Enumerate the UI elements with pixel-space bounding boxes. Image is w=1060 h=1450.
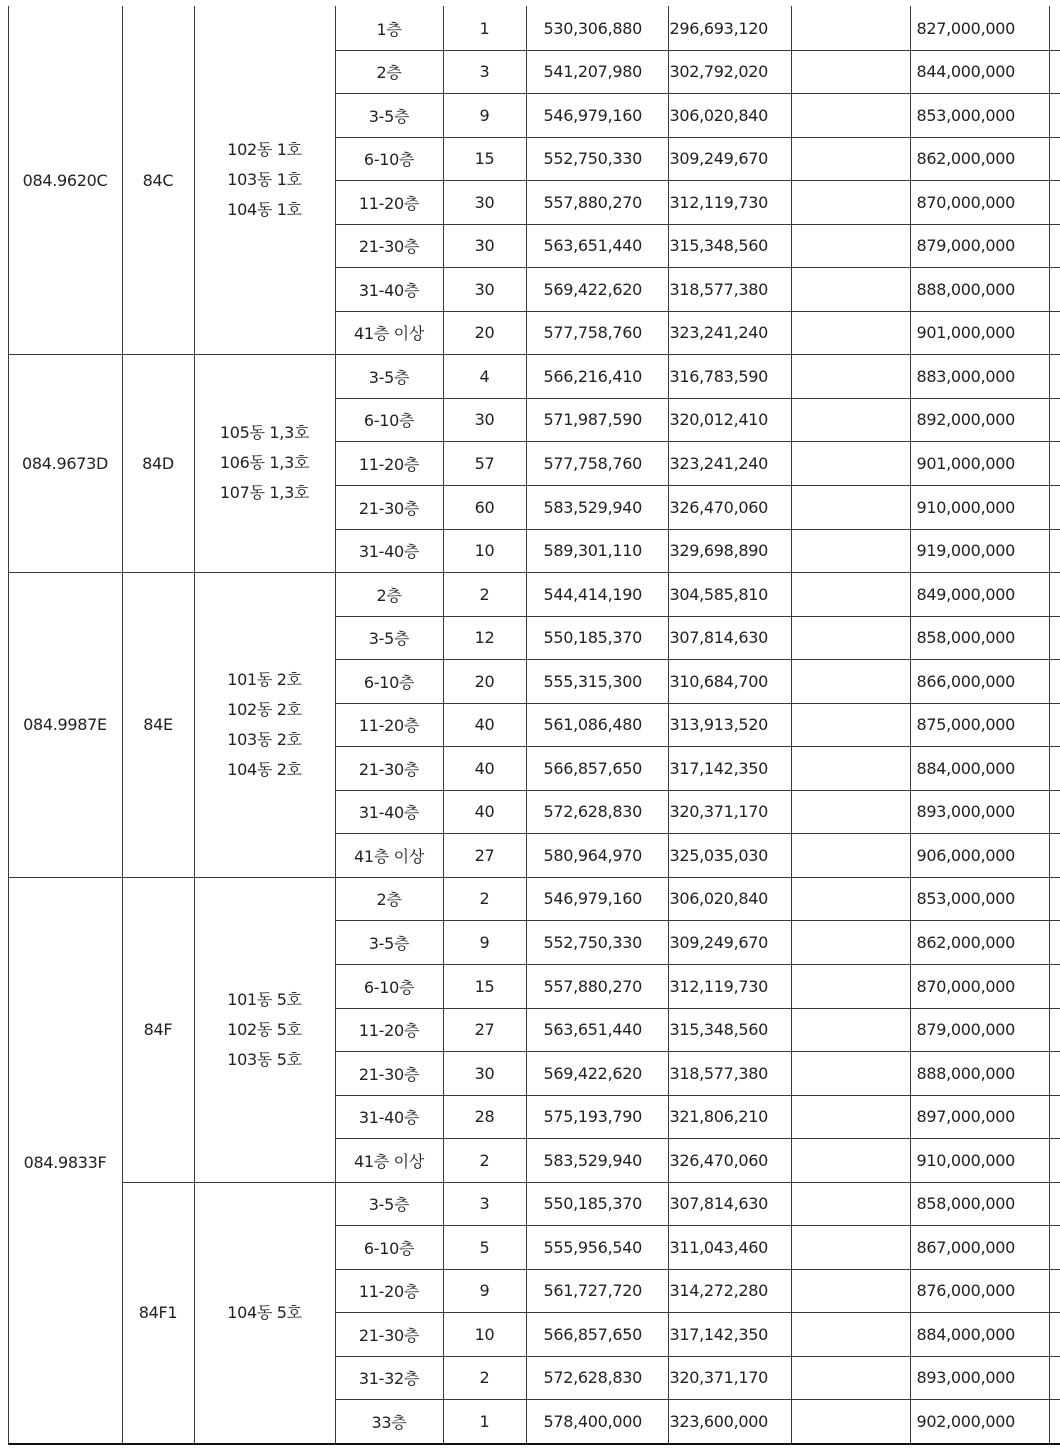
total-price-cell: 870,000,000 [916, 976, 1015, 996]
total-price-cell: 867,000,000 [916, 1237, 1015, 1257]
floor-cell: 11-20층 [358, 454, 420, 474]
building-label: 107동 1,3호 [219, 483, 310, 502]
extra-cell [791, 746, 910, 790]
unit-count-cell: 20 [474, 671, 495, 691]
land-price-cell: 546,979,160 [543, 105, 642, 125]
model-cell: 84F1 [138, 1303, 178, 1322]
land-price-cell: 546,979,160 [543, 889, 642, 908]
total-price-cell: 879,000,000 [916, 1020, 1015, 1039]
floor-cell: 3-5층 [368, 367, 410, 387]
floor-cell: 3-5층 [368, 933, 410, 953]
extra-cell [791, 1312, 910, 1356]
extra-cell [791, 833, 910, 877]
building-price-cell: 312,119,730 [669, 192, 768, 212]
total-price-cell: 910,000,000 [916, 497, 1015, 517]
building-price-cell: 320,371,170 [669, 1368, 768, 1387]
land-price-cell: 583,529,940 [543, 497, 642, 517]
unit-count-cell: 9 [479, 1281, 490, 1300]
building-label: 103동 2호 [227, 729, 302, 749]
floor-cell: 11-20층 [358, 1021, 420, 1040]
land-price-cell: 569,422,620 [543, 279, 642, 299]
unit-count-cell: 28 [474, 1107, 495, 1126]
unit-count-cell: 57 [474, 453, 495, 473]
floor-cell: 21-30층 [358, 498, 420, 518]
floor-cell: 21-30층 [358, 1064, 420, 1084]
type-cell: 084.9620C [22, 170, 108, 190]
land-price-cell: 563,651,440 [543, 1020, 642, 1039]
land-price-cell: 583,529,940 [543, 1150, 642, 1170]
column-divider [443, 6, 444, 1443]
extra-cell [791, 1356, 910, 1399]
total-price-cell: 884,000,000 [916, 758, 1015, 778]
total-price-cell: 866,000,000 [916, 671, 1015, 691]
building-price-cell: 323,241,240 [669, 453, 768, 473]
total-price-cell: 879,000,000 [916, 236, 1015, 255]
land-price-cell: 572,628,830 [543, 1368, 642, 1387]
extra-cell [791, 529, 910, 572]
extra-cell [791, 1399, 910, 1443]
building-price-cell: 315,348,560 [669, 236, 768, 255]
unit-count-cell: 5 [479, 1237, 490, 1257]
land-price-cell: 557,880,270 [543, 192, 642, 212]
type-cell: 084.9673D [22, 453, 108, 473]
total-price-cell: 853,000,000 [916, 889, 1015, 908]
building-price-cell: 296,693,120 [669, 18, 768, 38]
building-price-cell: 314,272,280 [669, 1281, 768, 1300]
column-divider [194, 6, 195, 1443]
total-price-cell: 906,000,000 [916, 845, 1015, 865]
building-label: 104동 2호 [227, 759, 302, 779]
floor-cell: 41층 이상 [353, 324, 424, 343]
floor-cell: 21-30층 [358, 237, 420, 256]
unit-count-cell: 3 [479, 62, 490, 81]
total-price-cell: 901,000,000 [916, 323, 1015, 342]
extra-cell [791, 659, 910, 703]
land-price-cell: 569,422,620 [543, 1063, 642, 1083]
building-price-cell: 318,577,380 [669, 279, 768, 299]
total-price-cell: 875,000,000 [916, 715, 1015, 734]
extra-cell [791, 616, 910, 659]
total-price-cell: 893,000,000 [916, 802, 1015, 821]
building-price-cell: 306,020,840 [669, 105, 768, 125]
building-price-cell: 311,043,460 [669, 1237, 768, 1257]
total-price-cell: 858,000,000 [916, 1194, 1015, 1213]
buildings-cell [194, 6, 335, 354]
land-price-cell: 550,185,370 [543, 628, 642, 647]
floor-cell: 21-30층 [358, 1325, 420, 1345]
land-price-cell: 557,880,270 [543, 976, 642, 996]
unit-count-cell: 27 [474, 845, 495, 865]
building-label: 101동 2호 [227, 669, 302, 689]
total-price-cell: 862,000,000 [916, 149, 1015, 168]
extra-cell [791, 1008, 910, 1051]
building-price-cell: 307,814,630 [669, 628, 768, 647]
floor-cell: 31-40층 [358, 542, 420, 561]
floor-cell: 6-10층 [363, 150, 415, 169]
total-price-cell: 862,000,000 [916, 932, 1015, 952]
building-price-cell: 321,806,210 [669, 1107, 768, 1126]
extra-cell [791, 1138, 910, 1182]
floor-cell: 31-40층 [358, 803, 420, 822]
building-price-cell: 315,348,560 [669, 1020, 768, 1039]
building-price-cell: 320,012,410 [669, 410, 768, 429]
column-divider [526, 6, 527, 1443]
unit-count-cell: 40 [474, 802, 495, 821]
land-price-cell: 580,964,970 [543, 845, 642, 865]
extra-cell [791, 224, 910, 267]
building-price-cell: 325,035,030 [669, 845, 768, 865]
column-divider [791, 6, 792, 1443]
floor-cell: 31-40층 [358, 280, 420, 300]
total-price-cell: 893,000,000 [916, 1368, 1015, 1387]
floor-cell: 11-20층 [358, 193, 420, 213]
land-price-cell: 561,727,720 [543, 1281, 642, 1300]
unit-count-cell: 20 [474, 323, 495, 342]
floor-cell: 1층 [376, 19, 402, 39]
unit-count-cell: 15 [474, 976, 495, 996]
unit-count-cell: 40 [474, 758, 495, 778]
type-cell: 084.9987E [23, 715, 107, 734]
extra-cell [791, 398, 910, 441]
extra-cell [791, 311, 910, 354]
building-price-cell: 318,577,380 [669, 1063, 768, 1083]
building-price-cell: 317,142,350 [669, 758, 768, 778]
floor-cell: 31-32층 [358, 1369, 420, 1388]
total-price-cell: 849,000,000 [916, 584, 1015, 604]
type-cell: 084.9833F [23, 1153, 107, 1172]
building-label: 101동 5호 [227, 989, 302, 1009]
model-cell: 84F [143, 1020, 173, 1039]
land-price-cell: 577,758,760 [543, 453, 642, 473]
floor-cell: 6-10층 [363, 977, 415, 997]
unit-count-cell: 1 [479, 18, 490, 38]
total-price-cell: 897,000,000 [916, 1107, 1015, 1126]
building-label: 105동 1,3호 [219, 423, 310, 442]
extra-cell [791, 1095, 910, 1138]
extra-cell [791, 485, 910, 529]
extra-cell [791, 572, 910, 616]
total-price-cell: 883,000,000 [916, 366, 1015, 386]
building-label: 104동 5호 [227, 1302, 302, 1322]
extra-cell [791, 1225, 910, 1269]
unit-count-cell: 2 [479, 889, 490, 908]
building-price-cell: 320,371,170 [669, 802, 768, 821]
column-divider [122, 6, 123, 1443]
buildings-cell [194, 354, 335, 572]
total-price-cell: 888,000,000 [916, 279, 1015, 299]
building-price-cell: 304,585,810 [669, 584, 768, 604]
extra-cell [791, 6, 910, 50]
floor-cell: 6-10층 [363, 411, 415, 430]
floor-cell: 3-5층 [368, 629, 410, 648]
land-price-cell: 566,857,650 [543, 1324, 642, 1344]
land-price-cell: 578,400,000 [543, 1411, 642, 1431]
total-price-cell: 902,000,000 [916, 1411, 1015, 1431]
extra-cell [791, 920, 910, 964]
building-label: 102동 1호 [227, 140, 302, 159]
floor-cell: 3-5층 [368, 106, 410, 126]
floor-cell: 41층 이상 [353, 846, 424, 866]
land-price-cell: 566,216,410 [543, 366, 642, 386]
land-price-cell: 563,651,440 [543, 236, 642, 255]
unit-count-cell: 3 [479, 1194, 490, 1213]
extra-cell [791, 1269, 910, 1312]
extra-cell [791, 50, 910, 93]
land-price-cell: 555,315,300 [543, 671, 642, 691]
building-price-cell: 323,241,240 [669, 323, 768, 342]
total-price-cell: 876,000,000 [916, 1281, 1015, 1300]
land-price-cell: 555,956,540 [543, 1237, 642, 1257]
building-price-cell: 309,249,670 [669, 932, 768, 952]
total-price-cell: 827,000,000 [916, 18, 1015, 38]
building-price-cell: 313,913,520 [669, 715, 768, 734]
unit-count-cell: 30 [474, 279, 495, 299]
extra-cell [791, 354, 910, 398]
land-price-cell: 571,987,590 [543, 410, 642, 429]
extra-cell [791, 180, 910, 224]
total-price-cell: 910,000,000 [916, 1150, 1015, 1170]
unit-count-cell: 27 [474, 1020, 495, 1039]
extra-cell [791, 703, 910, 746]
extra-cell [791, 441, 910, 485]
land-price-cell: 530,306,880 [543, 18, 642, 38]
land-price-cell: 552,750,330 [543, 149, 642, 168]
row-divider [8, 1443, 1060, 1445]
floor-cell: 6-10층 [363, 1238, 415, 1258]
unit-count-cell: 30 [474, 410, 495, 429]
floor-cell: 6-10층 [363, 672, 415, 692]
floor-cell: 2층 [376, 585, 402, 605]
column-divider [8, 6, 9, 1444]
unit-count-cell: 30 [474, 236, 495, 255]
floor-cell: 21-30층 [358, 759, 420, 779]
model-cell: 84D [142, 453, 174, 473]
total-price-cell: 870,000,000 [916, 192, 1015, 212]
land-price-cell: 572,628,830 [543, 802, 642, 821]
unit-count-cell: 10 [474, 1324, 495, 1344]
land-price-cell: 589,301,110 [543, 541, 642, 560]
floor-cell: 11-20층 [358, 716, 420, 735]
column-divider [668, 6, 669, 1443]
building-price-cell: 326,470,060 [669, 1150, 768, 1170]
building-price-cell: 307,814,630 [669, 1194, 768, 1213]
floor-cell: 3-5층 [368, 1195, 410, 1214]
extra-cell [791, 877, 910, 920]
extra-cell [791, 1051, 910, 1095]
building-label: 106동 1,3호 [219, 453, 310, 472]
floor-cell: 2층 [376, 63, 402, 82]
land-price-cell: 577,758,760 [543, 323, 642, 342]
building-label: 103동 5호 [227, 1049, 302, 1069]
land-price-cell: 544,414,190 [543, 584, 642, 604]
building-price-cell: 302,792,020 [669, 62, 768, 81]
buildings-cell [194, 572, 335, 877]
building-price-cell: 312,119,730 [669, 976, 768, 996]
buildings-cell [194, 1182, 335, 1443]
floor-cell: 2층 [376, 890, 402, 909]
unit-count-cell: 12 [474, 628, 495, 647]
unit-count-cell: 9 [479, 105, 490, 125]
floor-cell: 11-20층 [358, 1282, 420, 1301]
building-price-cell: 306,020,840 [669, 889, 768, 908]
building-price-cell: 317,142,350 [669, 1324, 768, 1344]
model-cell: 84E [143, 715, 173, 734]
building-label: 104동 1호 [227, 200, 302, 219]
extra-cell [791, 137, 910, 180]
extra-cell [791, 964, 910, 1008]
floor-cell: 33층 [371, 1412, 407, 1432]
land-price-cell: 552,750,330 [543, 932, 642, 952]
land-price-cell: 550,185,370 [543, 1194, 642, 1213]
extra-cell [791, 790, 910, 833]
unit-count-cell: 40 [474, 715, 495, 734]
extra-cell [791, 1182, 910, 1225]
unit-count-cell: 9 [479, 932, 490, 952]
unit-count-cell: 10 [474, 541, 495, 560]
land-price-cell: 541,207,980 [543, 62, 642, 81]
building-label: 103동 1호 [227, 170, 302, 189]
unit-count-cell: 60 [474, 497, 495, 517]
building-price-cell: 310,684,700 [669, 671, 768, 691]
building-price-cell: 329,698,890 [669, 541, 768, 560]
unit-count-cell: 2 [479, 1368, 490, 1387]
total-price-cell: 853,000,000 [916, 105, 1015, 125]
total-price-cell: 901,000,000 [916, 453, 1015, 473]
building-price-cell: 326,470,060 [669, 497, 768, 517]
unit-count-cell: 2 [479, 1150, 490, 1170]
unit-count-cell: 4 [479, 366, 490, 386]
land-price-cell: 561,086,480 [543, 715, 642, 734]
unit-count-cell: 15 [474, 149, 495, 168]
building-price-cell: 316,783,590 [669, 366, 768, 386]
unit-count-cell: 1 [479, 1411, 490, 1431]
building-price-cell: 309,249,670 [669, 149, 768, 168]
building-price-cell: 323,600,000 [669, 1411, 768, 1431]
floor-cell: 31-40층 [358, 1108, 420, 1127]
total-price-cell: 858,000,000 [916, 628, 1015, 647]
column-divider [335, 6, 336, 1443]
building-label: 102동 2호 [227, 699, 302, 719]
total-price-cell: 919,000,000 [916, 541, 1015, 560]
unit-count-cell: 30 [474, 1063, 495, 1083]
column-divider [910, 6, 911, 1443]
extra-cell [791, 93, 910, 137]
total-price-cell: 884,000,000 [916, 1324, 1015, 1344]
total-price-cell: 888,000,000 [916, 1063, 1015, 1083]
column-divider [1049, 6, 1050, 1443]
buildings-cell [194, 877, 335, 1182]
unit-count-cell: 2 [479, 584, 490, 604]
total-price-cell: 892,000,000 [916, 410, 1015, 429]
building-label: 102동 5호 [227, 1019, 302, 1039]
model-cell: 84C [142, 170, 174, 190]
extra-cell [791, 267, 910, 311]
land-price-cell: 566,857,650 [543, 758, 642, 778]
total-price-cell: 844,000,000 [916, 62, 1015, 81]
floor-cell: 41층 이상 [353, 1151, 424, 1171]
land-price-cell: 575,193,790 [543, 1107, 642, 1126]
unit-count-cell: 30 [474, 192, 495, 212]
